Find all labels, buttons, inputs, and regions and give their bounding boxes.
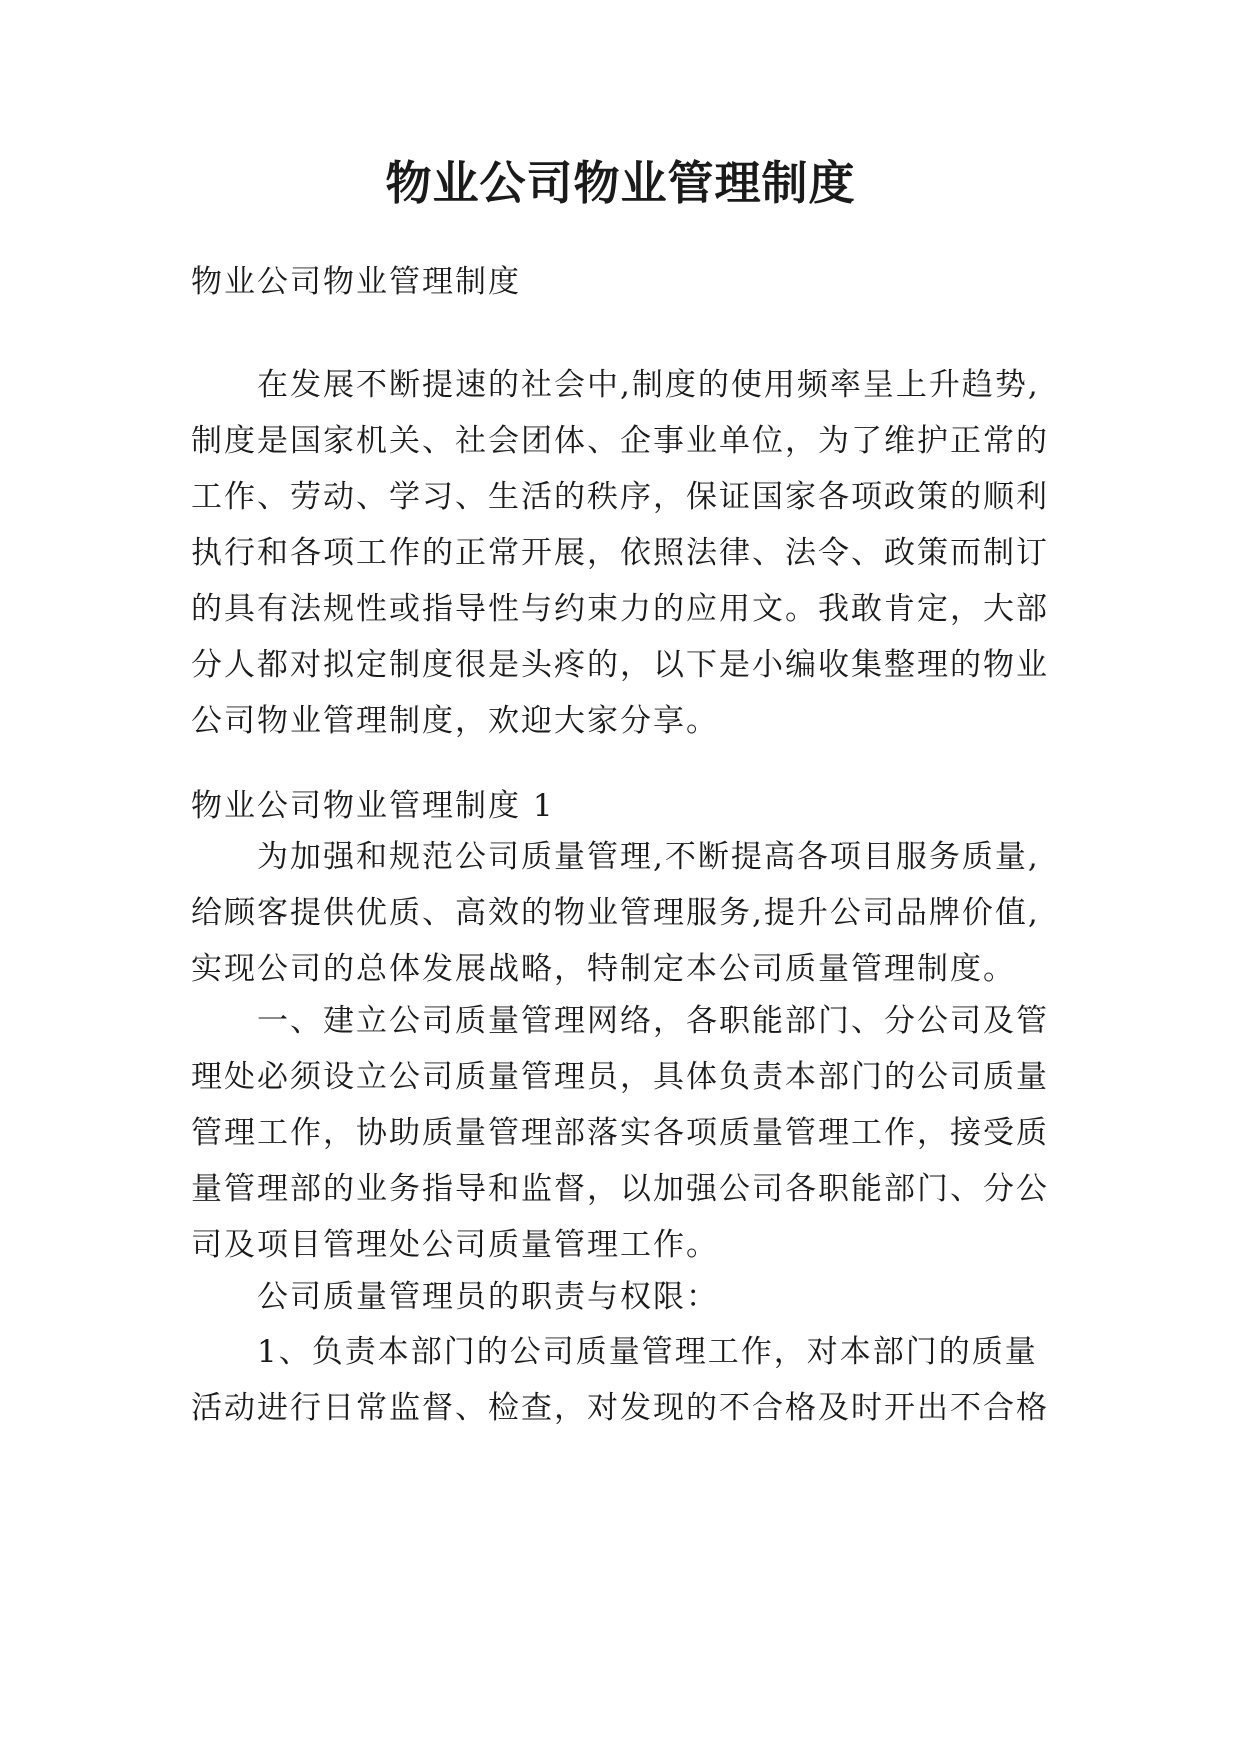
section-heading: 物业公司物业管理制度 1 <box>191 788 555 824</box>
paragraph-3: 公司质量管理员的职责与权限： <box>257 1279 719 1315</box>
paragraph-4: 1、负责本部门的公司质量管理工作，对本部门的质量活动进行日常监督、检查，对发现的不合格及时开出不合格 <box>191 1334 1049 1426</box>
paragraph-1: 为加强和规范公司质量管理,不断提高各项目服务质量,给顾客提供优质、高效的物业管理服务,提升公司品牌价值,实现公司的总体发展战略，特制定本公司质量管理制度。 <box>191 839 1040 987</box>
intro-paragraph: 在发展不断提速的社会中,制度的使用频率呈上升趋势,制度是国家机关、社会团体、企事业单位，为了维护正常的工作、劳动、学习、生活的秩序，保证国家各项政策的顺利执行和各项工作的正常开展，依照法律、法令、政策而制订的具有法规性或指导性与约束力的应用文。我敢肯定，大部分人都对拟定制度很是头疼的，以下是小编收集整理的物业公司物业管理制度，欢迎大家分享。 <box>191 367 1049 739</box>
paragraph-2: 一、建立公司质量管理网络，各职能部门、分公司及管理处必须设立公司质量管理员，具体负责本部门的公司质量管理工作，协助质量管理部落实各项质量管理工作，接受质量管理部的业务指导和监督，以加强公司各职能部门、分公司及项目管理处公司质量管理工作。 <box>191 1003 1049 1263</box>
document-title: 物业公司物业管理制度 <box>385 156 856 210</box>
document-subtitle: 物业公司物业管理制度 <box>191 264 521 300</box>
